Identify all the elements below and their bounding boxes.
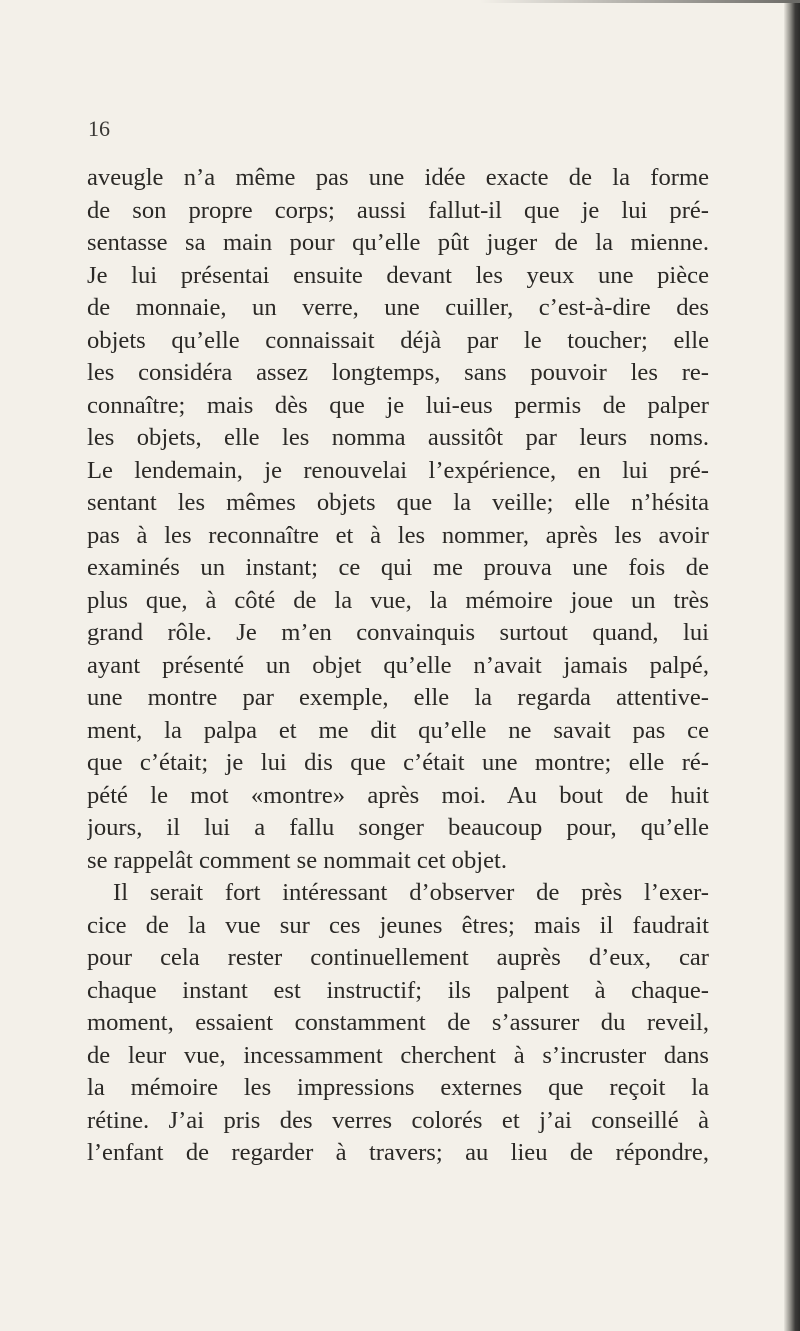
text-line: aveugle n’a même pas une idée exacte de la forme <box>87 164 709 191</box>
text-line: Je lui présentai ensuite devant les yeux une pièce <box>87 261 709 289</box>
body-text <box>87 162 709 1170</box>
page-binding-edge <box>784 0 800 1331</box>
text-line: Il serait fort intéressant d’observer de près l’exer- <box>113 879 709 906</box>
text-line: connaître; mais dès que je lui-eus permis de palper <box>87 391 709 419</box>
text-line: sentasse sa main pour qu’elle pût juger de la mienne. <box>87 229 709 256</box>
text-line: pour cela rester continuellement auprès d’eux, car <box>87 944 709 971</box>
text-line: de monnaie, un verre, une cuiller, c’est-à-dire des <box>87 294 709 321</box>
text-line: jours, il lui a fallu songer beaucoup pour, qu’elle <box>87 814 709 841</box>
page-number: 16 <box>88 116 110 141</box>
text-line: ment, la palpa et me dit qu’elle ne savait pas ce <box>87 716 709 744</box>
text-line: la mémoire les impressions externes que reçoit la <box>87 1074 709 1101</box>
text-line: objets qu’elle connaissait déjà par le toucher; elle <box>87 326 709 354</box>
text-line: que c’était; je lui dis que c’était une montre; elle ré- <box>87 749 709 776</box>
text-line: plus que, à côté de la vue, la mémoire joue un très <box>87 586 709 614</box>
text-line: les objets, elle les nomma aussitôt par leurs noms. <box>87 424 709 451</box>
text-line: examinés un instant; ce qui me prouva une fois de <box>87 554 709 581</box>
text-line: Le lendemain, je renouvelai l’expérience, en lui pré- <box>87 456 709 484</box>
text-line: cice de la vue sur ces jeunes êtres; mais il faudrait <box>87 911 709 939</box>
text-line: grand rôle. Je m’en convainquis surtout quand, lui <box>87 619 709 646</box>
text-line: pas à les reconnaître et à les nommer, après les avoir <box>87 521 709 549</box>
text-line: de leur vue, incessamment cherchent à s’incruster dans <box>87 1041 709 1069</box>
text-line: une montre par exemple, elle la regarda attentive- <box>87 684 709 711</box>
text-line: de son propre corps; aussi fallut-il que je lui pré- <box>87 196 709 224</box>
text-line: rétine. J’ai pris des verres colorés et j’ai conseillé à <box>87 1106 709 1134</box>
text-line: ayant présenté un objet qu’elle n’avait jamais palpé, <box>87 651 709 679</box>
text-line: l’enfant de regarder à travers; au lieu de répondre, <box>87 1139 709 1166</box>
text-line: se rappelât comment se nommait cet objet. <box>87 846 508 874</box>
text-line: les considéra assez longtemps, sans pouvoir les re- <box>87 359 709 386</box>
page-top-edge <box>480 0 800 3</box>
text-line: chaque instant est instructif; ils palpent à chaque- <box>87 976 709 1004</box>
text-line: moment, essaient constamment de s’assurer du reveil, <box>87 1009 709 1036</box>
text-line: pété le mot «montre» après moi. Au bout de huit <box>87 781 709 809</box>
text-line: sentant les mêmes objets que la veille; elle n’hésita <box>87 489 709 516</box>
